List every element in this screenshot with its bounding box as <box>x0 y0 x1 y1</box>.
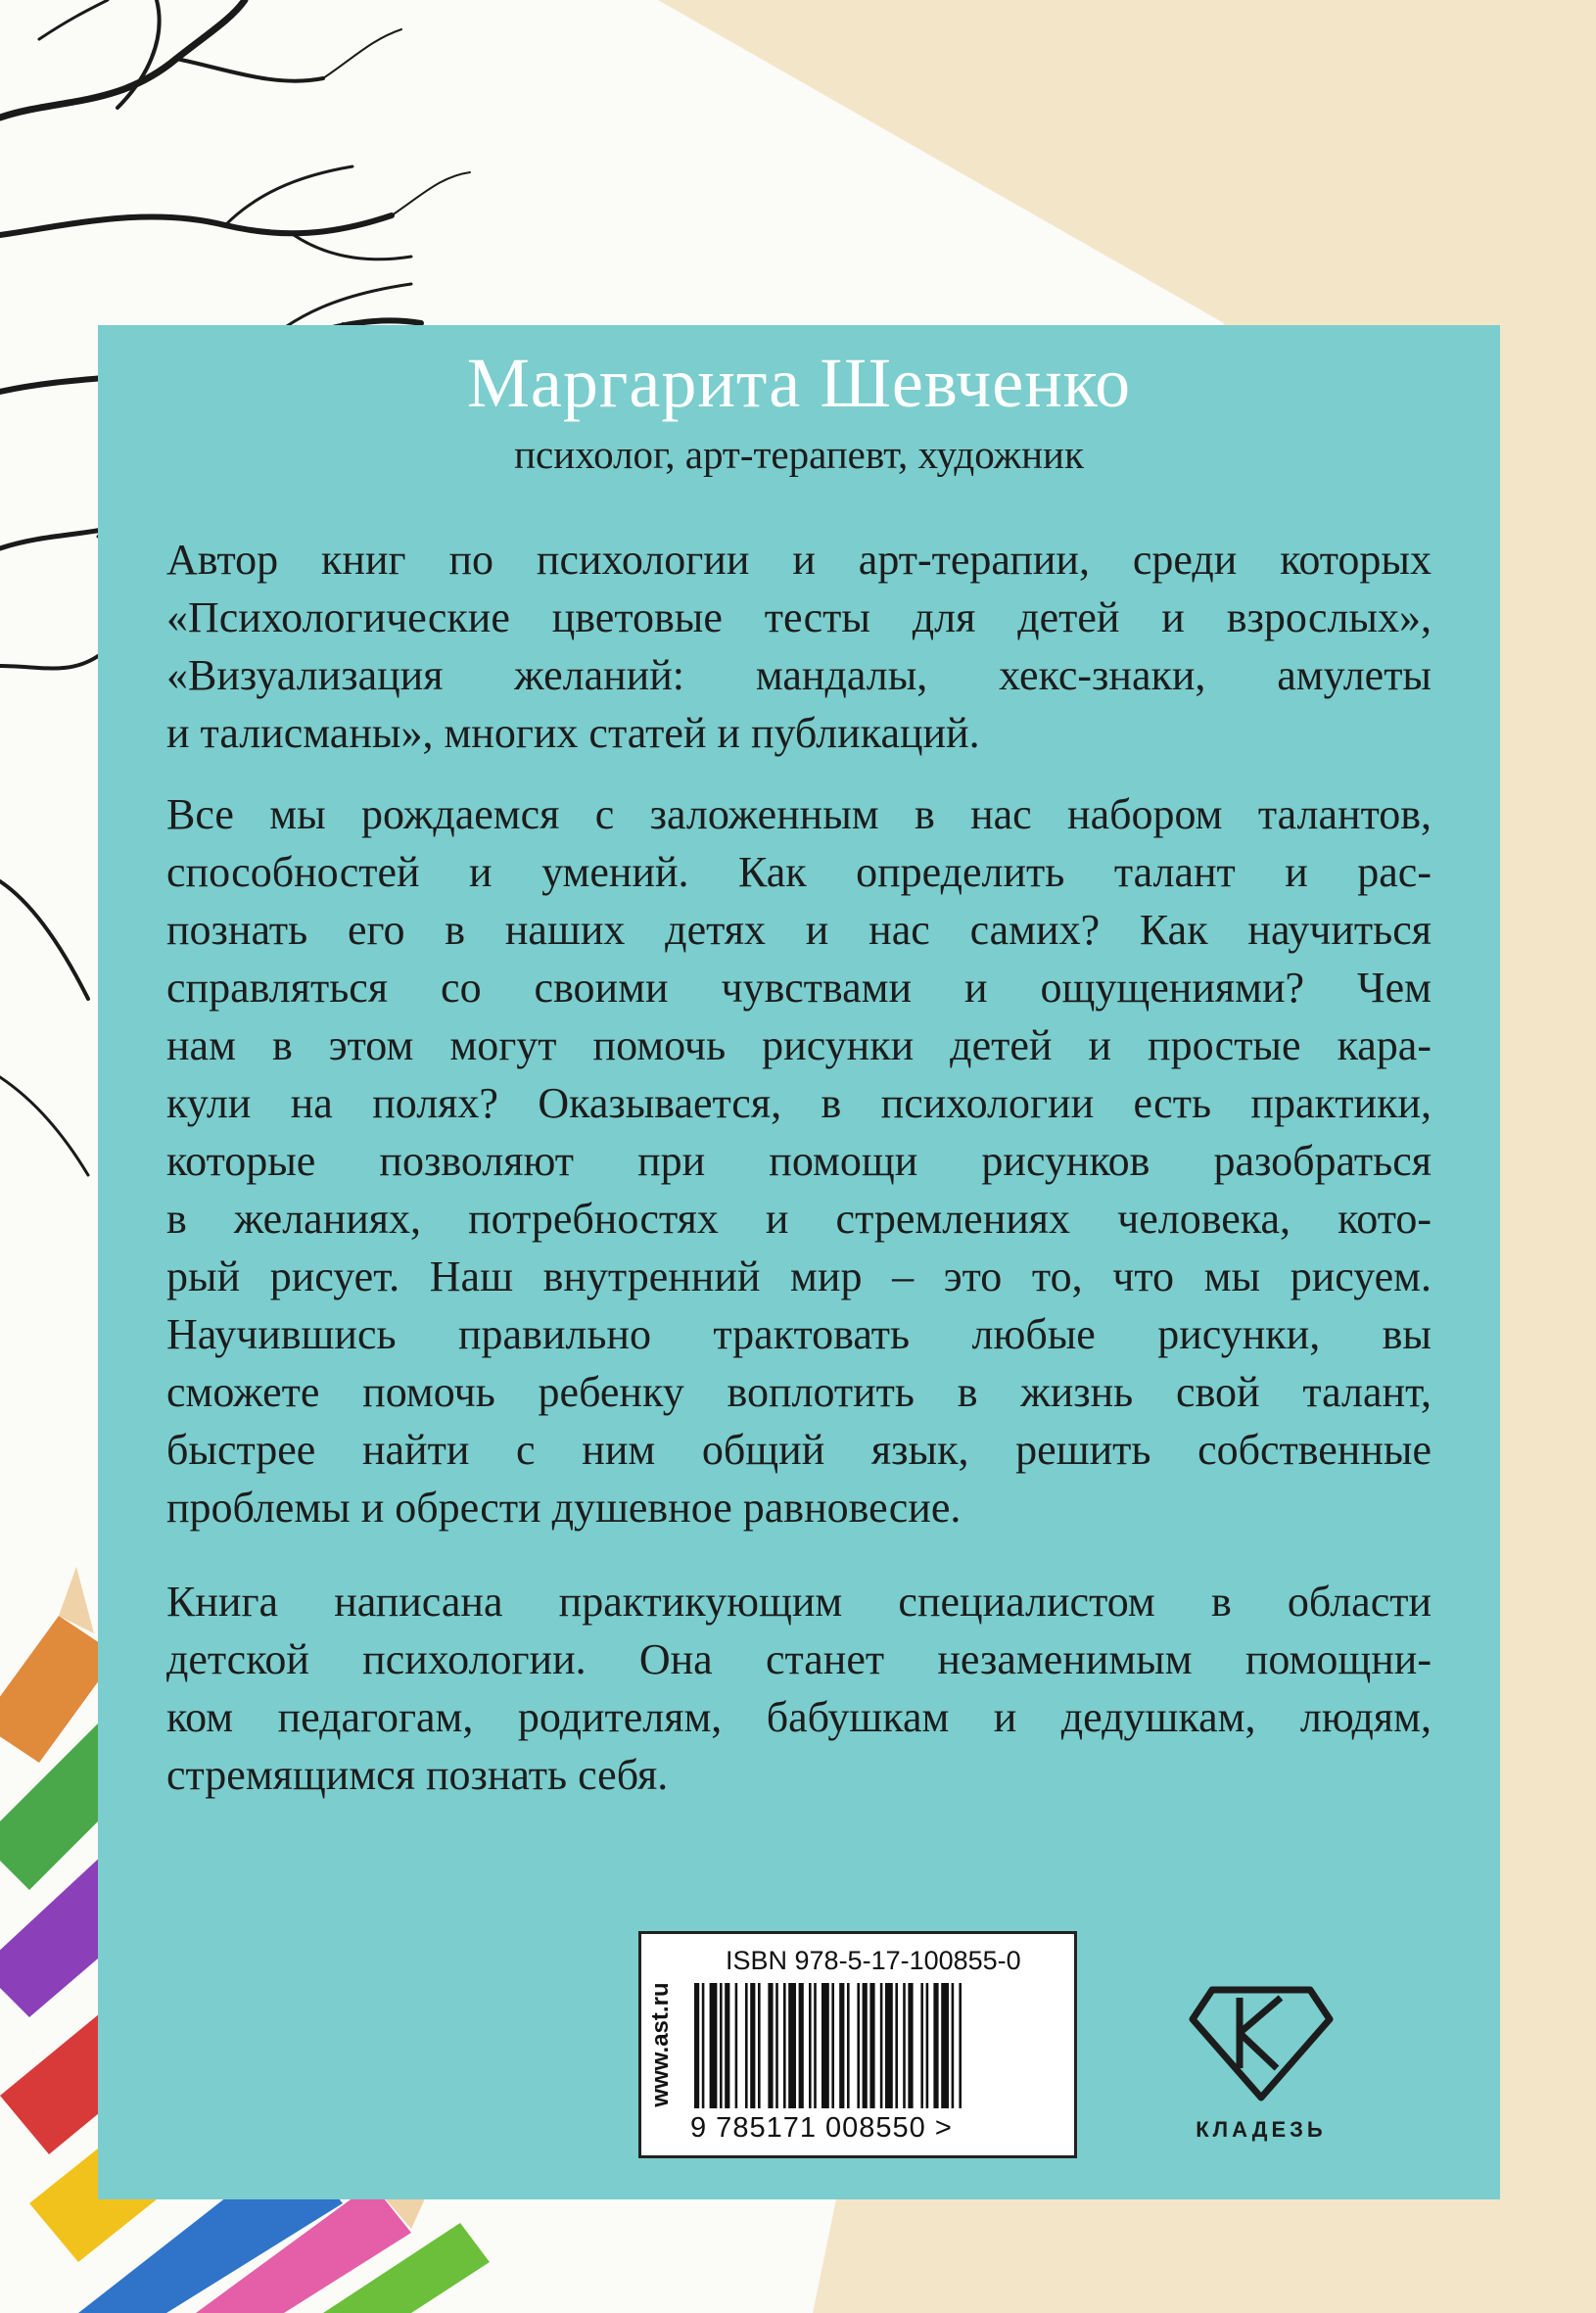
paragraph-line: рый рисует. Наш внутренний мир – это то, что мы рисуем. <box>166 1252 1432 1300</box>
description-paragraph <box>166 785 1432 1536</box>
publisher-site <box>641 1934 681 2155</box>
isbn-barcode <box>638 1931 1077 2158</box>
paragraph-line: «Психологические цветовые тесты для детей и взрослых», <box>166 593 1432 641</box>
paragraph-line: Все мы рождаемся с заложенным в нас набором талантов, <box>166 790 1432 838</box>
paragraph-line: стремящимся познать себя. <box>166 1751 669 1799</box>
about-paragraph <box>166 531 1432 762</box>
paragraph-line: и талисманы», многих статей и публикаций. <box>166 709 980 757</box>
paragraph-line: которые позволяют при помощи рисунков разобраться <box>166 1137 1432 1185</box>
publisher-site-text: www.ast.ru <box>647 1982 674 2107</box>
paragraph-line: проблемы и обрести душевное равновесие. <box>166 1484 962 1532</box>
publisher-logo <box>1183 1970 1339 2166</box>
paragraph-line: справляться со своими чувствами и ощущениями? Чем <box>166 964 1432 1012</box>
paragraph-line: сможете помочь ребенку воплотить в жизнь свой талант, <box>166 1368 1432 1416</box>
author-name: Маргарита Шевченко <box>466 344 1132 422</box>
publisher-name: КЛАДЕЗЬ <box>1196 2117 1327 2142</box>
barcode-digits: 9 785171 008550 > <box>690 2112 953 2144</box>
paragraph-line: Автор книг по психологии и арт-терапии, среди которых <box>166 536 1432 584</box>
audience-paragraph <box>166 1573 1432 1804</box>
isbn-number: ISBN 978-5-17-100855-0 <box>726 1946 1021 1975</box>
paragraph-line: способностей и умений. Как определить талант и рас- <box>166 848 1432 896</box>
barcode-bars <box>694 1983 1066 2108</box>
text-panel <box>98 325 1500 2199</box>
paragraph-line: познать его в наших детях и нас самих? Как научиться <box>166 906 1432 954</box>
paragraph-line: ком педагогам, родителям, бабушкам и дедушкам, людям, <box>166 1693 1432 1741</box>
paragraph-line: Книга написана практикующим специалистом в области <box>166 1578 1432 1626</box>
paragraph-line: в желаниях, потребностях и стремлениях человека, кото- <box>166 1195 1432 1243</box>
paragraph-line: детской психологии. Она станет незаменимым помощни- <box>166 1635 1432 1683</box>
paragraph-line: кули на полях? Оказывается, в психологии есть практики, <box>166 1079 1432 1127</box>
author-roles: психолог, арт-терапевт, художник <box>514 432 1084 477</box>
paragraph-line: нам в этом могут помочь рисунки детей и простые кара- <box>166 1021 1432 1069</box>
paragraph-line: быстрее найти с ним общий язык, решить собственные <box>166 1426 1432 1474</box>
paragraph-line: «Визуализация желаний: мандалы, хекс-знаки, амулеты <box>166 651 1432 699</box>
diamond-k-logo-icon <box>1183 1970 1339 2107</box>
paragraph-line: Научившись правильно трактовать любые рисунки, вы <box>166 1310 1432 1358</box>
